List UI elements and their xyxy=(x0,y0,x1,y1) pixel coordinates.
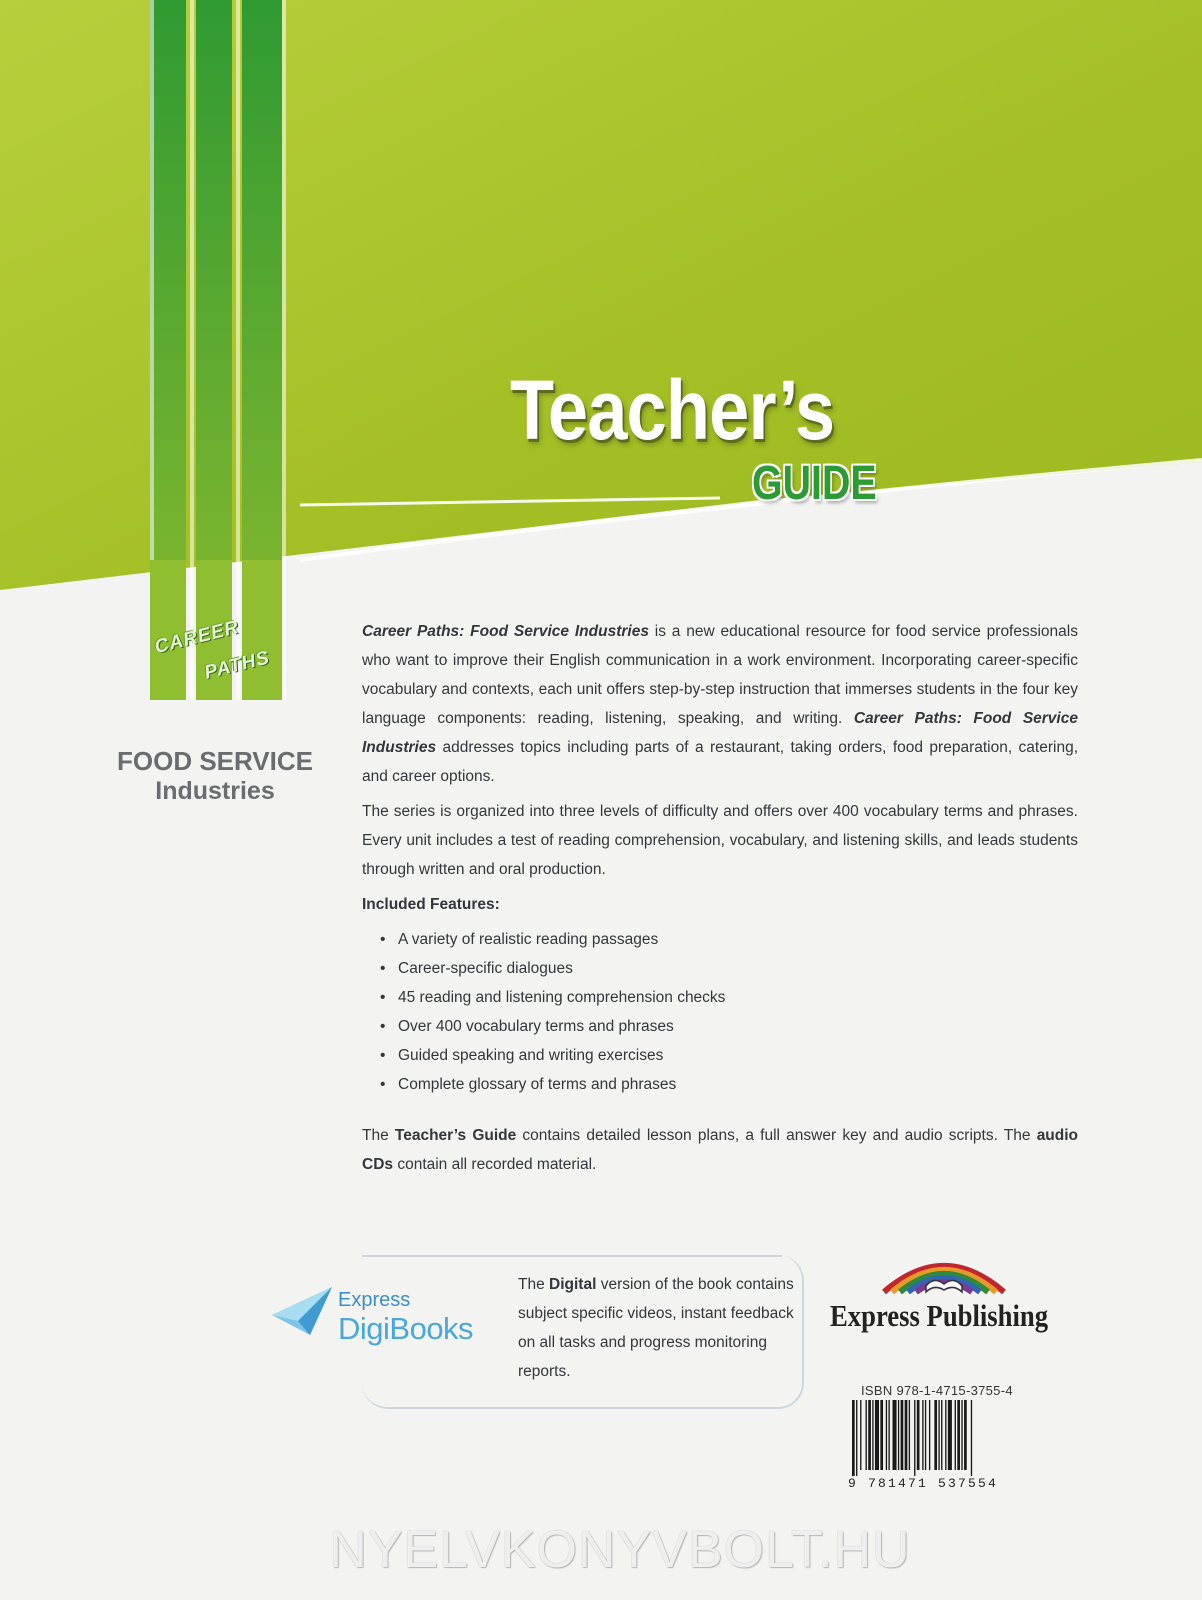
book-title-line1: FOOD SERVICE xyxy=(116,746,313,776)
publisher-name: Express Publishing xyxy=(830,1298,1049,1333)
teachers-guide-bold: Teacher’s Guide xyxy=(394,1127,517,1144)
barcode-bar xyxy=(948,1400,952,1470)
barcode-bar xyxy=(860,1400,861,1470)
blurb-text-1: is a new educational resource for food service professionals who want to improve their English communication in a work environment. Incorporating career-specific vocabulary and contexts, each unit offers step-by-step instruction that immerses students in the four key language components: reading, listening, speaking, and writing. xyxy=(362,623,1078,727)
blurb xyxy=(362,617,1078,1185)
barcode-bar xyxy=(971,1400,972,1476)
barcode-bar xyxy=(914,1400,915,1476)
list-item: • Complete glossary of terms and phrases xyxy=(380,1070,1078,1099)
barcode xyxy=(850,1400,1028,1480)
digibooks-text: DigiBooks xyxy=(338,1311,474,1346)
barcode-bar xyxy=(886,1400,887,1470)
barcode-bar xyxy=(898,1400,899,1470)
logo-paths-text: PATHS xyxy=(202,647,273,684)
barcode-digits: 9 781471 537554 xyxy=(848,1476,999,1491)
closing-paragraph xyxy=(362,1121,1078,1179)
list-item: • A variety of realistic reading passages xyxy=(380,925,1078,954)
career-paths-logo xyxy=(148,616,288,695)
closing-text-2: contains detailed lesson plans, a full answer key and audio scripts. The xyxy=(516,1127,1037,1144)
barcode-bar xyxy=(868,1400,871,1470)
barcode-bar xyxy=(880,1400,883,1470)
blurb-text-2: addresses topics including parts of a restaurant, taking orders, food preparation, catering, and career options. xyxy=(362,739,1078,785)
watermark: NYELVKONYVBOLT.HU xyxy=(329,1521,911,1579)
book-title xyxy=(110,746,320,806)
barcode-bar xyxy=(955,1400,956,1470)
barcode-bar xyxy=(856,1400,857,1476)
digi-text-1: The xyxy=(518,1276,550,1293)
barcode-bar xyxy=(957,1400,960,1470)
digibooks-box-top-line xyxy=(362,1255,802,1257)
digital-bold: Digital xyxy=(549,1276,597,1293)
barcode-bar xyxy=(866,1400,867,1470)
barcode-bar xyxy=(888,1400,889,1470)
barcode-bar xyxy=(875,1400,879,1470)
barcode-bar xyxy=(929,1400,930,1470)
audio-cds-bold: audio CDs xyxy=(362,1127,1079,1173)
barcode-bar xyxy=(945,1400,946,1470)
list-item: • Guided speaking and writing exercises xyxy=(380,1041,1078,1070)
blurb-paragraph-1 xyxy=(362,617,1078,791)
barcode-bar xyxy=(893,1400,897,1470)
barcode-bar xyxy=(872,1400,873,1470)
barcode-bar xyxy=(941,1400,942,1470)
guide-title: GUIDE xyxy=(752,457,877,510)
closing-text-1: The xyxy=(362,1127,395,1144)
list-item: • Career-specific dialogues xyxy=(380,954,1078,983)
closing-text-3: contain all recorded material. xyxy=(393,1156,597,1173)
express-publishing-logo-icon xyxy=(874,1246,1014,1306)
series-name-1: Career Paths: Food Service Industries xyxy=(362,623,649,640)
logo-career-text: CAREER xyxy=(152,616,242,659)
features-heading: Included Features: xyxy=(362,896,500,913)
barcode-bar xyxy=(905,1400,908,1470)
barcode-bar xyxy=(964,1400,967,1470)
features-list xyxy=(362,925,1078,1099)
barcode-bar xyxy=(934,1400,937,1470)
barcode-bar xyxy=(922,1400,923,1470)
barcode-bar xyxy=(909,1400,910,1470)
barcode-bar xyxy=(901,1400,904,1470)
digibooks-description xyxy=(518,1270,808,1386)
barcode-bar xyxy=(961,1400,962,1470)
barcode-bar xyxy=(852,1400,855,1476)
series-name-2: Career Paths: Food Service Industries xyxy=(362,710,1078,756)
digibooks-express-text: Express xyxy=(338,1289,411,1311)
book-title-line2: Industries xyxy=(155,777,275,805)
isbn-number: ISBN 978-1-4715-3755-4 xyxy=(861,1383,1013,1398)
barcode-bar xyxy=(925,1400,926,1470)
barcode-bar xyxy=(938,1400,939,1470)
teachers-title: Teacher’s xyxy=(510,363,835,457)
barcode-bar xyxy=(917,1400,920,1470)
list-item: • Over 400 vocabulary terms and phrases xyxy=(380,1012,1078,1041)
blurb-paragraph-2: The series is organized into three levels of difficulty and offers over 400 vocabulary terms and phrases. Every unit includes a test of reading comprehension, vocabulary, and listening skills, and leads students through written and oral production. xyxy=(362,803,1078,878)
paper-plane-icon xyxy=(272,1287,334,1337)
digi-text-2: version of the book contains subject specific videos, instant feedback on all tasks and progress monitoring reports. xyxy=(518,1276,794,1380)
list-item: • 45 reading and listening comprehension checks xyxy=(380,983,1078,1012)
express-digibooks-logo xyxy=(272,1285,492,1357)
